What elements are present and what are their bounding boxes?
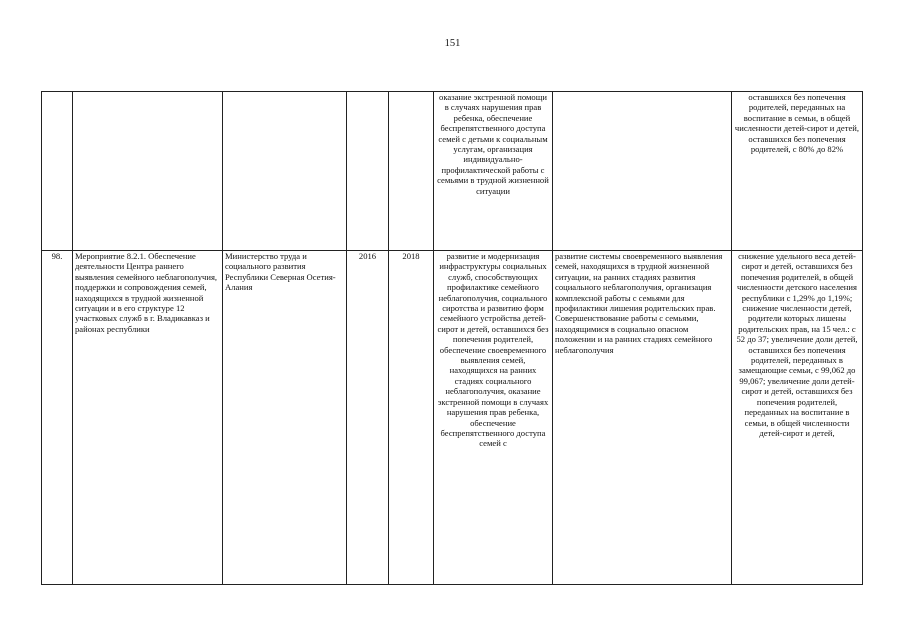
year-end: 2018	[402, 251, 420, 261]
table-row-continuation	[42, 92, 863, 251]
indicators-text: оставшихся без попечения родителей, переданных на воспитание в семьи, в общей численности детей-сирот и детей, оставшихся без попечения родителей, с 80% до 82%	[734, 92, 860, 155]
row-number: 98.	[51, 251, 63, 261]
tasks-text: оказание экстренной помощи в случаях нарушения прав ребенка, обеспечение беспрепятственного доступа семей с детьми к социальным услугам, организация индивидуально-профилактической работы с семьями в трудной жизненной ситуации	[437, 92, 549, 196]
cell-year-end	[389, 251, 434, 585]
cell-indicators	[732, 251, 863, 585]
cell-measure	[73, 92, 223, 251]
cell-number	[42, 92, 73, 251]
cell-number	[42, 251, 73, 585]
cell-tasks	[434, 92, 553, 251]
cell-year-start	[347, 251, 389, 585]
cell-year-end	[389, 92, 434, 251]
table-row-98	[42, 251, 863, 585]
measure-text: Мероприятие 8.2.1. Обеспечение деятельности Центра раннего выявления семейного неблагополучия, поддержки и сопровождения семей, находящихся в трудной жизненной ситуации и в его структуре 12 участковых служб в г. Владикавказ и районах республики	[75, 251, 218, 334]
cell-indicators	[732, 92, 863, 251]
cell-measure	[73, 251, 223, 585]
agency-text: Министерство труда и социального развития Республики Северная Осетия-Алания	[225, 251, 336, 293]
cell-results	[553, 251, 732, 585]
cell-agency	[223, 92, 347, 251]
program-measures-table	[41, 91, 863, 585]
results-text: развитие системы своевременного выявления семей, находящихся в трудной жизненной ситуации, на ранних стадиях развития социального неблагополучия, организация комплексной работы с семьями для профилактики лишения родительских прав. Совершенствование работы с семьями, находящимися в социально опасном положении и на ранних стадиях семейного неблагополучия	[555, 251, 723, 355]
indicators-text: снижение удельного веса детей-сирот и детей, оставшихся без попечения родителей, в общей численности детского населения республики с 1,29% до 1,19%; снижение численности детей, родители которых лишены родительских прав, на 15 чел.: с 52 до 37; увеличение доли детей, оставшихся без попечения родителей, переданных в замещающие семьи, с 99,062 до 99,067; увеличение доли детей-сирот и детей, оставшихся без попечения родителей, переданных на воспитание в семьи, в общей численности детей-сирот и детей,	[736, 251, 858, 438]
cell-tasks	[434, 251, 553, 585]
cell-results	[553, 92, 732, 251]
year-start: 2016	[358, 251, 377, 261]
page-number: 151	[444, 38, 461, 49]
cell-agency	[223, 251, 347, 585]
tasks-text: развитие и модернизация инфраструктуры социальных служб, способствующих профилактике семейного неблагополучия, социального сиротства и развитию форм семейного устройства детей-сирот и детей, оставшихся без попечения родителей, обеспечение своевременного выявления семей, находящихся на ранних стадиях социального неблагополучия, оказание экстренной помощи в случаях нарушения прав ребенка, обеспечение беспрепятственного доступа семей с	[437, 251, 549, 449]
cell-year-start	[347, 92, 389, 251]
